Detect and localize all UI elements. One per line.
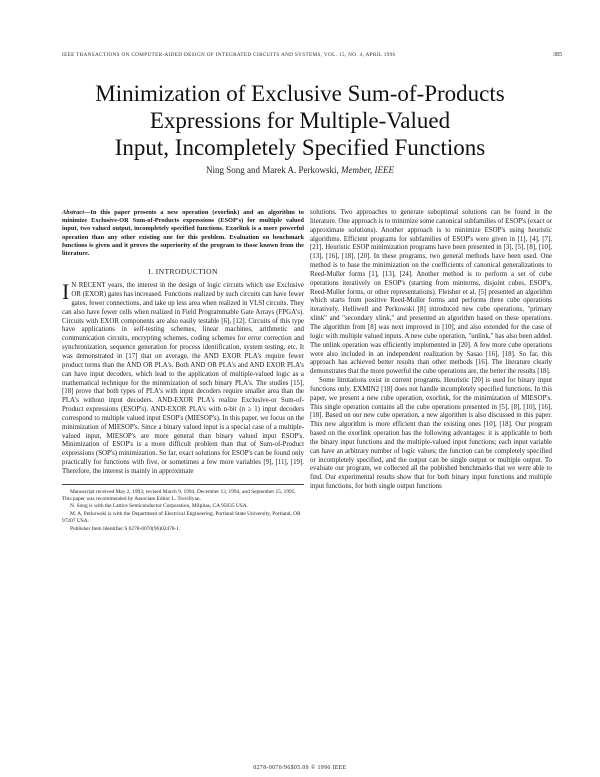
title-line: Input, Incompletely Specified Functions: [114, 135, 486, 160]
abstract: [62, 209, 304, 258]
footnote: M. A. Perkowski is with the Department of Electrical Engineering, Portland State University, Portland, OR 97207 USA.: [62, 511, 301, 524]
drop-cap: I: [62, 279, 70, 305]
author-names: Ning Song and Marek A. Perkowski,: [206, 165, 339, 175]
section-heading-introduction: I. INTRODUCTION: [148, 267, 218, 277]
author-membership: Member, IEEE: [341, 165, 394, 175]
abstract-label: Abstract—: [62, 209, 91, 216]
body-paragraph: solutions. Two approaches to generate suboptimal solutions can be found in the literature. One approach is to minimize some canonical subfamilies of ESOP's (exact or approximate solutions). Another approach is to minimize ESOP's using heuristic algorithms. Efficient programs for subfamilies of ESOP's were given in [1], [4], [7], [21]. Heuristic ESOP minimization programs have been presented in [3], [5], [8], [10], [13], [16], [18], [20]. In these programs, two general methods have been used. One method is to base the minimization on the coefficients of canonical generalizations to Reed-Muller forms [1], [13], [24]. Another method is to perform a set of cube operations iteratively on ESOP's (starting from minterms, disjoint cubes, ESOP's, Reed-Muller forms, or other representations). Fleisher et al. [5] presented an algorithm which starts from positive Reed-Muller forms and performs three cube operations iteratively. Helliwell and Perkowski [8] introduced new cube operations, "primary xlink" and "secondary xlink," and presented an algorithm based on these operations. The algorithm from [8] was next improved in [10], and also extended for the case of logic with multiple valued inputs. A new cube operation, "unlink," has also been added. The unlink operation was efficiently implemented in [20]. A few more cube operations were also included in an independent realization by Sasao [16], [18]. So far, this approach has achieved better results than other methods [16]. The literature clearly demonstrates that the more powerful the cube operations are, the better the results [18].: [310, 209, 552, 376]
title-line: Expressions for Multiple-Valued: [149, 108, 451, 133]
footnotes: [62, 484, 304, 533]
paper-title: [60, 80, 540, 161]
running-head: IEEE TRANSACTIONS ON COMPUTER-AIDED DESIGN OF INTEGRATED CIRCUITS AND SYSTEMS, VOL. 15, NO. 4, APRIL 1996: [62, 52, 396, 58]
footnote: Manuscript received May 2, 1993; revised March 9, 1994, December 13, 1994, and September 15, 1995. This paper was recommended by Associate Editor L. Trevillyan.: [62, 488, 296, 502]
author-line: [60, 165, 540, 175]
left-column: [62, 209, 304, 534]
body-paragraph: Some limitations exist in current programs. Heuristic [20] is used for binary input functions only. EXMIN2 [18] does not handle incompletely specified functions. In this paper, we present a new cube operation, exorlink, for the minimization of MIESOP's. This single operation contains all the cube operations presented in [5], [8], [10], [16], [18]. Based on our new cube operation, a new algorithm is also discussed in this paper. This new algorithm is more efficient than the existing ones [10], [18]. Our program based on the exorlink operation has the following advantages: it is applicable to both the binary input functions and the multiple-valued input functions; each input variable can have an arbitrary number of logic values; the function can be completely specified or incompletely specified, and the output can be single output or multiple output. To evaluate our program, we collected all the published benchmarks that we were able to find. Our experimental results show that for both binary input functions and multiple input functions, for both single output functions: [310, 377, 552, 491]
abstract-text: In this paper presents a new operation (exorlink) and an algorithm to minimize Exclusive-OR Sum-of-Products expressions (ESOP's) for multiple valued input, two valued output, incompletely specified functions. Exorlink is a more powerful operation than any other existing one for this problem. Evaluation on benchmark functions is given and it proves the superiority of the program to those known from the literature.: [62, 209, 304, 258]
footnote: Publisher Item Identifier S 0278-0070(96)02478-1.: [70, 525, 181, 532]
page-number: 385: [553, 52, 562, 58]
right-column: [310, 209, 552, 492]
intro-paragraph: [62, 279, 304, 477]
intro-paragraph-text: N RECENT years, the interest in the design of logic circuits which use Exclusive OR (EXOR) gates has increased. Functions realized by such circuits can have fewer gates, fewer connections, and take up less area when realized in VLSI circuits. They can also have fewer cells when realized in Field Programmable Gate Arrays (FPGA's). Circuits with EXOR components are also easily testable [6], [12]. Circuits of this type have applications in self-testing schemes, linear machines, arithmetic and communication circuits, encrypting schemes, coding schemes for error correction and synchronization, sequence generation for process identification, system testing, etc. It was demonstrated in [17] that on average, the AND EXOR PLA's require fewer product terms than the AND OR PLA's. Both AND OR PLA's and AND EXOR PLA's can have input decoders, which lead to the application of multiple-valued logic as a mathematical technique for the minimization of such binary PLA's. The studies [15], [18] prove that both types of PLA's with input decoders require smaller area than the PLA's without input decoders. AND-EXOR PLA's realize Exclusive-or Sum-of-Product expressions (ESOP's). AND-EXOR PLA's with n-bit (n ≥ 1) input decoders correspond to multiple valued input ESOP's (MIESOP's). In this paper, we focus on the minimization of MIESOP's. Since a binary valued input is a special case of a multiple-valued input, MIESOP's are more general than binary valued input ESOP's. Minimization of ESOP's is a more difficult problem than that of Sum-of-Product expressions (SOP's) minimization. So far, exact solutions for ESOP's can be found only practically for functions with five, or sometimes a few more variables [9], [11], [19]. Therefore, the interest is mainly in approximate: [62, 282, 304, 475]
copyright-line: 0278-0070/96$05.00 © 1996 IEEE: [253, 765, 347, 771]
title-line: Minimization of Exclusive Sum-of-Products: [95, 81, 505, 106]
footnote: N. Song is with the Lattice Semiconductor Corporation, Milpitas, CA 95035 USA.: [70, 503, 249, 510]
